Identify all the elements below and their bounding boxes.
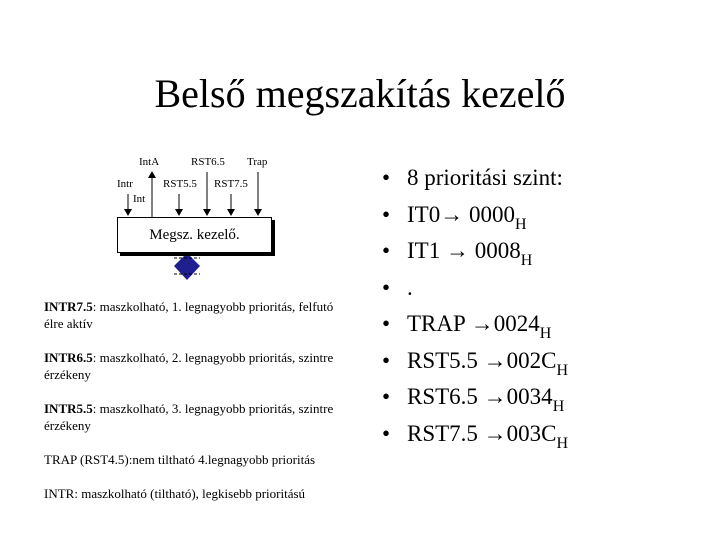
bullet-text: . <box>407 274 413 300</box>
bullet-subscript: H <box>514 215 527 233</box>
bullet-text: RST6.5 →0034 <box>407 384 553 409</box>
output-diamond <box>174 253 200 280</box>
note-item <box>44 298 344 332</box>
bullet-dot: • <box>382 238 391 263</box>
note-text: (RST4.5):nem tiltható 4.legnagyobb prioritás <box>76 452 316 467</box>
bullet-item <box>382 202 702 239</box>
bullet-text: IT0→ 0000 <box>407 201 515 227</box>
note-item <box>44 349 344 383</box>
bullet-item <box>382 275 702 312</box>
bullet-item <box>382 311 702 348</box>
bullet-text: IT1 → 0008 <box>407 238 521 263</box>
bullet-dot: • <box>382 420 391 446</box>
label-rst75: RST7.5 <box>214 178 248 190</box>
bullet-dot: • <box>382 347 391 373</box>
note-text: : maszkolható (tiltható), legkisebb prioritású <box>74 486 306 501</box>
bullet-subscript: H <box>552 398 565 415</box>
bullet-item <box>382 384 702 421</box>
note-term: INTR6.5 <box>44 350 93 365</box>
bullet-subscript: H <box>556 434 569 452</box>
label-int: Int <box>133 193 146 205</box>
bullet-dot: • <box>382 311 391 336</box>
note-text: : maszkolható, 2. legnagyobb prioritás, szintre érzékeny <box>44 350 334 382</box>
label-inta: IntA <box>139 156 160 168</box>
bullet-item <box>382 165 702 202</box>
note-term: INTR7.5 <box>44 299 93 314</box>
notes-list <box>44 298 344 519</box>
bullet-subscript: H <box>556 361 569 379</box>
note-term: TRAP <box>44 452 77 467</box>
bullet-item <box>382 421 702 458</box>
label-intr: Intr <box>117 178 133 190</box>
label-rst55: RST5.5 <box>163 178 197 190</box>
bullet-dot: • <box>382 274 391 300</box>
slide-title: Belső megszakítás kezelő <box>154 71 566 116</box>
note-term: INTR5.5 <box>44 401 93 416</box>
bullet-item <box>382 348 702 385</box>
bullet-text: 8 prioritási szint: <box>407 165 563 190</box>
bullet-list <box>382 165 702 457</box>
bullet-dot: • <box>382 384 391 409</box>
bullet-subscript: H <box>520 252 533 269</box>
label-trap: Trap <box>247 156 268 168</box>
bullet-dot: • <box>382 201 391 227</box>
bullet-text: RST5.5 →002C <box>407 347 557 373</box>
note-item <box>44 451 344 468</box>
note-text: : maszkolható, 1. legnagyobb prioritás, felfutó élre aktív <box>44 299 334 331</box>
bullet-text: RST7.5 →003C <box>407 420 557 446</box>
bullet-subscript: H <box>539 325 552 342</box>
note-text: : maszkolható, 3. legnagyobb prioritás, szintre érzékeny <box>44 401 334 433</box>
note-term: INTR <box>44 486 75 501</box>
interrupt-handler-box: Megsz. kezelő. <box>117 217 272 253</box>
bullet-text: TRAP →0024 <box>407 311 540 336</box>
bullet-dot: • <box>382 165 391 190</box>
bullet-item <box>382 238 702 275</box>
label-rst65: RST6.5 <box>191 156 225 168</box>
note-item <box>44 400 344 434</box>
note-item <box>44 485 344 502</box>
